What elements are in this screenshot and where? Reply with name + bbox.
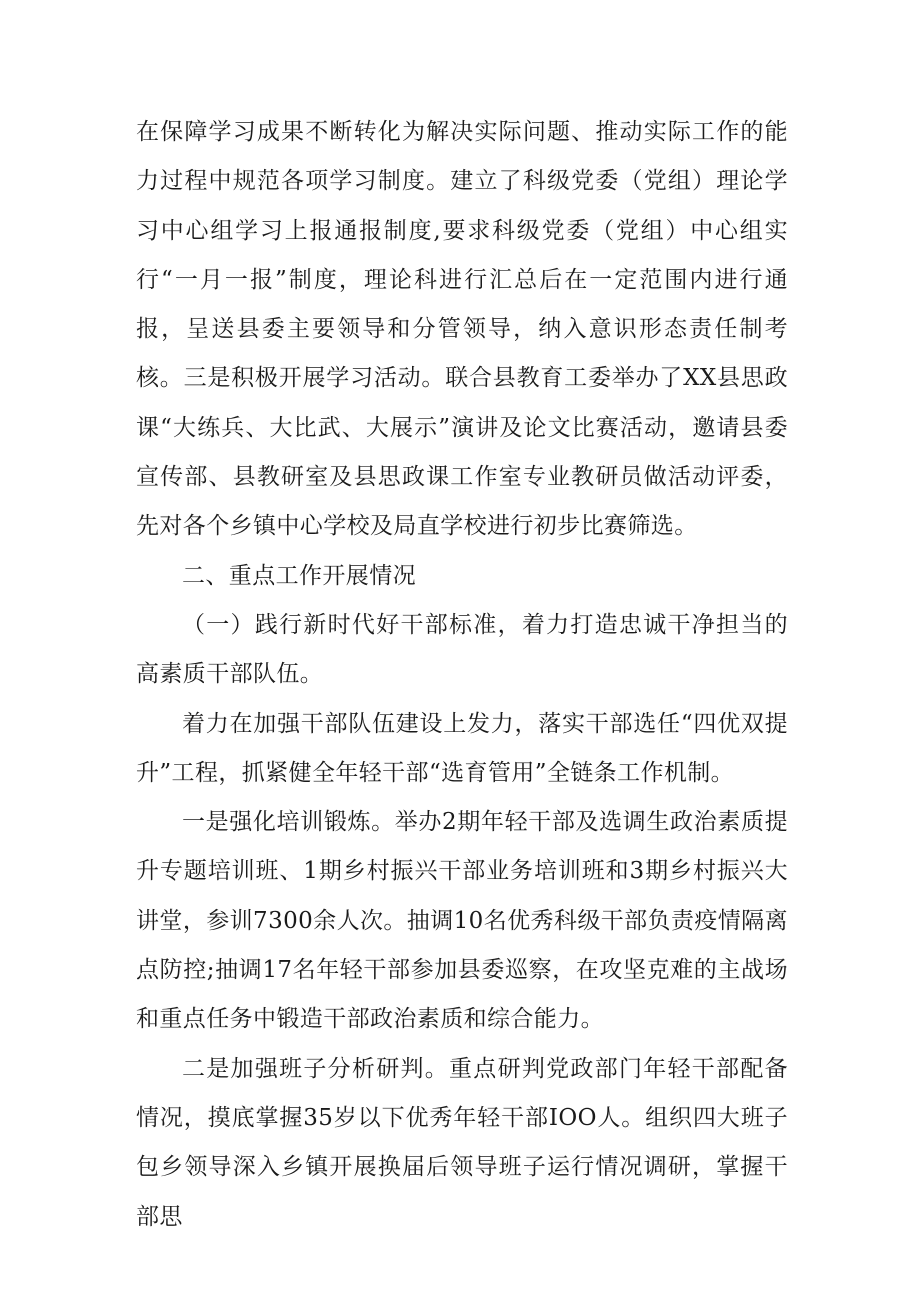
body-paragraph-continued: 在保障学习成果不断转化为解决实际问题、推动实际工作的能力过程中规范各项学习制度。建立了科级党委（党组）理论学习中心组学习上报通报制度,要求科级党委（党组）中心组实行“一月一报”制度，理论科进行汇总后在一定范围内进行通报，呈送县委主要领导和分管领导，纳入意识形态责任制考核。三是积极开展学习活动。联合县教育工委举办了XX县思政课“大练兵、大比武、大展示”演讲及论文比赛活动，邀请县委宣传部、县教研室及县思政课工作室专业教研员做活动评委，先对各个乡镇中心学校及局直学校进行初步比赛筛选。 [136,119,788,540]
subsection-heading-2-1: （一）践行新时代好干部标准，着力打造忠诚干净担当的高素质干部队伍。 [136,611,788,688]
document-body [136,108,788,1242]
section-heading-2: 二、重点工作开展情况 [182,562,416,589]
body-paragraph: 二是加强班子分析研判。重点研判党政部门年轻干部配备情况，摸底掌握35岁以下优秀年轻干部IOO人。组织四大班子包乡领导深入乡镇开展换届后领导班子运行情况调研，掌握干部思 [136,1055,788,1230]
body-paragraph: 一是强化培训锻炼。举办2期年轻干部及选调生政治素质提升专题培训班、1期乡村振兴干部业务培训班和3期乡村振兴大讲堂，参训7300余人次。抽调10名优秀科级干部负责疫情隔离点防控;抽调17名年轻干部参加县委巡察，在攻坚克难的主战场和重点任务中锻造干部政治素质和综合能力。 [136,809,788,1033]
body-paragraph: 着力在加强干部队伍建设上发力，落实干部选任“四优双提升”工程，抓紧健全年轻干部“选育管用”全链条工作机制。 [136,710,788,786]
